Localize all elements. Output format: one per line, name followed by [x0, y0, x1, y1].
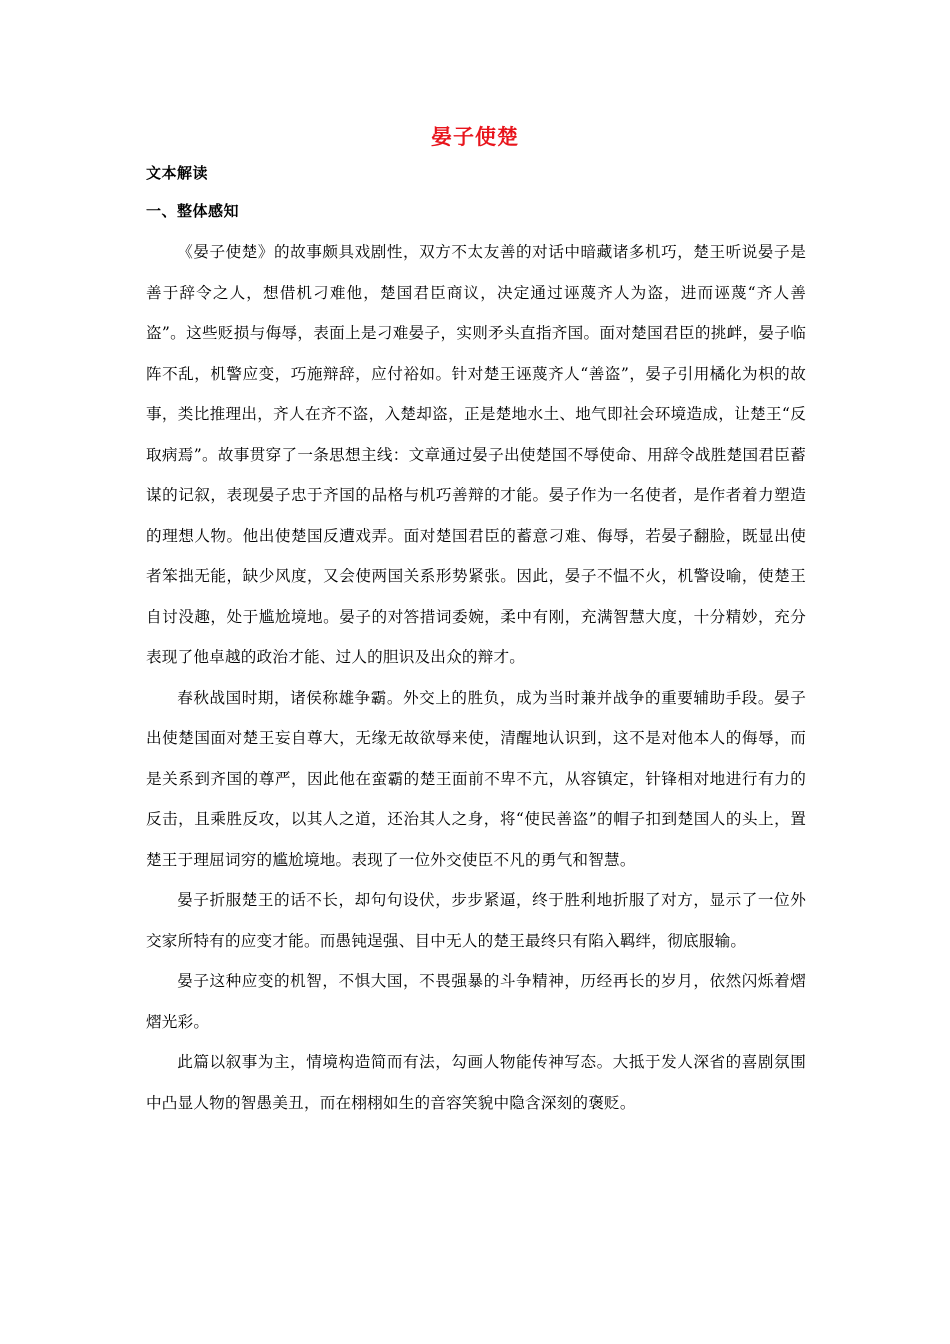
page-title: 晏子使楚 [431, 125, 519, 149]
document-body [146, 232, 806, 1123]
paragraph-3: 晏子折服楚王的话不长，却句句设伏，步步紧逼，终于胜利地折服了对方，显示了一位外交家所特有的应变才能。而愚钝逞强、目中无人的楚王最终只有陷入羁绊，彻底服输。 [146, 891, 806, 950]
paragraph-1: 《晏子使楚》的故事颇具戏剧性，双方不太友善的对话中暗藏诸多机巧，楚王听说晏子是善于辞令之人，想借机刁难他，楚国君臣商议，决定通过诬蔑齐人为盗，进而诬蔑“齐人善盗”。这些贬损与侮辱，表面上是刁难晏子，实则矛头直指齐国。面对楚国君臣的挑衅，晏子临阵不乱，机警应变，巧施辩辞，应付裕如。针对楚王诬蔑齐人“善盗”，晏子引用橘化为枳的故事，类比推理出，齐人在齐不盗，入楚却盗，正是楚地水土、地气即社会环境造成，让楚王“反取病焉”。故事贯穿了一条思想主线：文章通过晏子出使楚国不辱使命、用辞令战胜楚国君臣蓄谋的记叙，表现晏子忠于齐国的品格与机巧善辩的才能。晏子作为一名使者，是作者着力塑造的理想人物。他出使楚国反遭戏弄。面对楚国君臣的蓄意刁难、侮辱，若晏子翻脸，既显出使者笨拙无能，缺少风度，又会使两国关系形势紧张。因此，晏子不愠不火，机警设喻，使楚王自讨没趣，处于尴尬境地。晏子的对答措词委婉，柔中有刚，充满智慧大度，十分精妙，充分表现了他卓越的政治才能、过人的胆识及出众的辩才。 [146, 243, 806, 666]
paragraph-2: 春秋战国时期，诸侯称雄争霸。外交上的胜负，成为当时兼并战争的重要辅助手段。晏子出使楚国面对楚王妄自尊大，无缘无故欲辱来使，清醒地认识到，这不是对他本人的侮辱，而是关系到齐国的尊严，因此他在蛮霸的楚王面前不卑不亢，从容镇定，针锋相对地进行有力的反击，且乘胜反攻，以其人之道，还治其人之身，将“使民善盗”的帽子扣到楚国人的头上，置楚王于理屈词穷的尴尬境地。表现了一位外交使臣不凡的勇气和智慧。 [146, 688, 806, 869]
section-heading: 文本解读 [146, 164, 209, 182]
subsection-heading: 一、整体感知 [146, 202, 240, 220]
paragraph-4: 晏子这种应变的机智，不惧大国，不畏强暴的斗争精神，历经再长的岁月，依然闪烁着熠熠光彩。 [146, 972, 806, 1031]
paragraph-5: 此篇以叙事为主，情境构造简而有法，勾画人物能传神写态。大抵于发人深省的喜剧氛围中凸显人物的智愚美丑，而在栩栩如生的音容笑貌中隐含深刻的褒贬。 [146, 1053, 806, 1112]
